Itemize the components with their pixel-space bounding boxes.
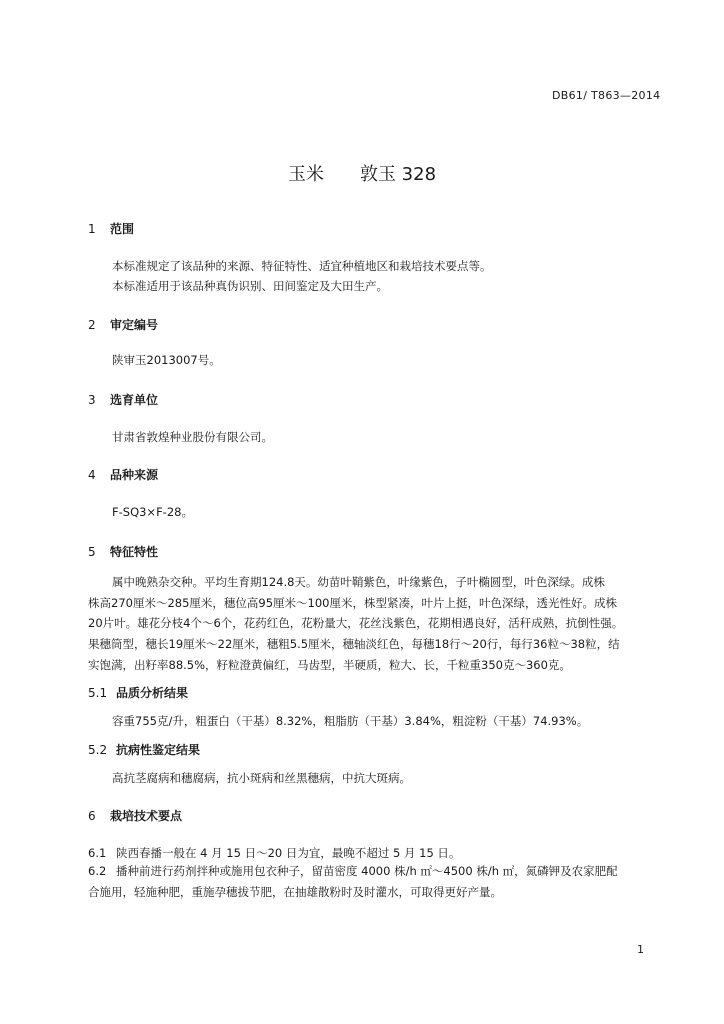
section-number: 6.2 xyxy=(88,864,107,878)
text-line xyxy=(88,861,658,882)
section-title: 栽培技术要点 xyxy=(110,809,183,823)
section-5-1-para: 容重755克/升，粗蛋白（干基）8.32%，粗脂肪（干基）3.84%，粗淀粉（干基）74.93%。 xyxy=(112,714,589,728)
page-number: 1 xyxy=(637,943,644,956)
section-1-para-2: 本标准适用于该品种真伪识别、田间鉴定及大田生产。 xyxy=(112,279,388,293)
section-2-heading xyxy=(88,316,158,333)
section-5-1-heading xyxy=(88,684,188,701)
section-number: 5 xyxy=(88,545,96,559)
section-title: 抗病性鉴定结果 xyxy=(116,743,201,757)
section-number: 4 xyxy=(88,468,96,482)
section-number: 2 xyxy=(88,318,96,332)
section-title: 品质分析结果 xyxy=(116,686,189,700)
text-line: 株高270厘米～285厘米，穗位高95厘米～100厘米，株型紧凑，叶片上挺，叶色深绿，透光性好。成株 xyxy=(88,595,617,610)
section-title: 特征特性 xyxy=(110,545,159,559)
text-line: 合施用，轻施种肥，重施孕穗拔节肥，在抽雄散粉时及时灌水，可取得更好产量。 xyxy=(88,884,502,899)
section-number: 6.1 xyxy=(88,846,107,860)
section-number: 5.1 xyxy=(88,686,108,700)
section-5-2-heading xyxy=(88,741,200,758)
title-crop: 玉米 xyxy=(287,164,324,185)
section-4-para: F-SQ3×F-28。 xyxy=(112,505,193,519)
section-6-1-text: 陕西春播一般在 4 月 15 日～20 日为宜，最晚不超过 5 月 15 日。 xyxy=(116,846,461,860)
section-5-heading xyxy=(88,543,158,560)
text-line: 果穗筒型，穗长19厘米～22厘米，穗粗5.5厘米，穗轴淡红色，每穗18行～20行，每行36粒～38粒，结 xyxy=(88,637,620,652)
section-title: 品种来源 xyxy=(110,468,159,482)
section-title: 选育单位 xyxy=(110,393,159,407)
section-3-para: 甘肃省敦煌种业股份有限公司。 xyxy=(112,430,273,444)
section-6-1 xyxy=(88,845,460,861)
section-number: 5.2 xyxy=(88,743,108,757)
section-title: 审定编号 xyxy=(110,318,159,332)
section-5-body xyxy=(88,572,658,676)
text-line-content: 播种前进行药剂拌种或施用包衣种子，留苗密度 4000 株/h ㎡～4500 株/h ㎡，氮磷钾及农家肥配 xyxy=(116,864,618,878)
section-6-2 xyxy=(88,861,658,902)
text-line: 属中晚熟杂交种。平均生育期124.8天。幼苗叶鞘紫色，叶缘紫色，子叶椭圆型，叶色深绿。成株 xyxy=(112,575,605,589)
section-number: 6 xyxy=(88,809,96,823)
section-number: 1 xyxy=(88,222,96,236)
standard-code: DB61/ T863—2014 xyxy=(552,89,661,102)
text-line: 实饱满，出籽率88.5%，籽粒澄黄偏红，马齿型，半硬质，粒大、长，千粒重350克～360克。 xyxy=(88,657,571,672)
section-6-heading xyxy=(88,807,182,824)
title-variety: 敦玉 328 xyxy=(359,164,437,185)
page-title xyxy=(0,160,724,186)
section-5-2-para: 高抗茎腐病和穗腐病，抗小斑病和丝黑穗病，中抗大斑病。 xyxy=(112,771,411,785)
section-1-para-1: 本标准规定了该品种的来源、特征特性、适宜种植地区和栽培技术要点等。 xyxy=(112,259,492,273)
section-1-heading xyxy=(88,220,134,237)
section-2-para: 陕审玉2013007号。 xyxy=(112,353,221,367)
section-3-heading xyxy=(88,391,158,408)
text-line: 20片叶。雄花分枝4个～6个，花药红色，花粉量大，花丝浅紫色，花期相遇良好，活秆成熟，抗倒性强。 xyxy=(88,616,624,631)
section-4-heading xyxy=(88,466,158,483)
section-number: 3 xyxy=(88,393,96,407)
section-title: 范围 xyxy=(110,222,135,236)
